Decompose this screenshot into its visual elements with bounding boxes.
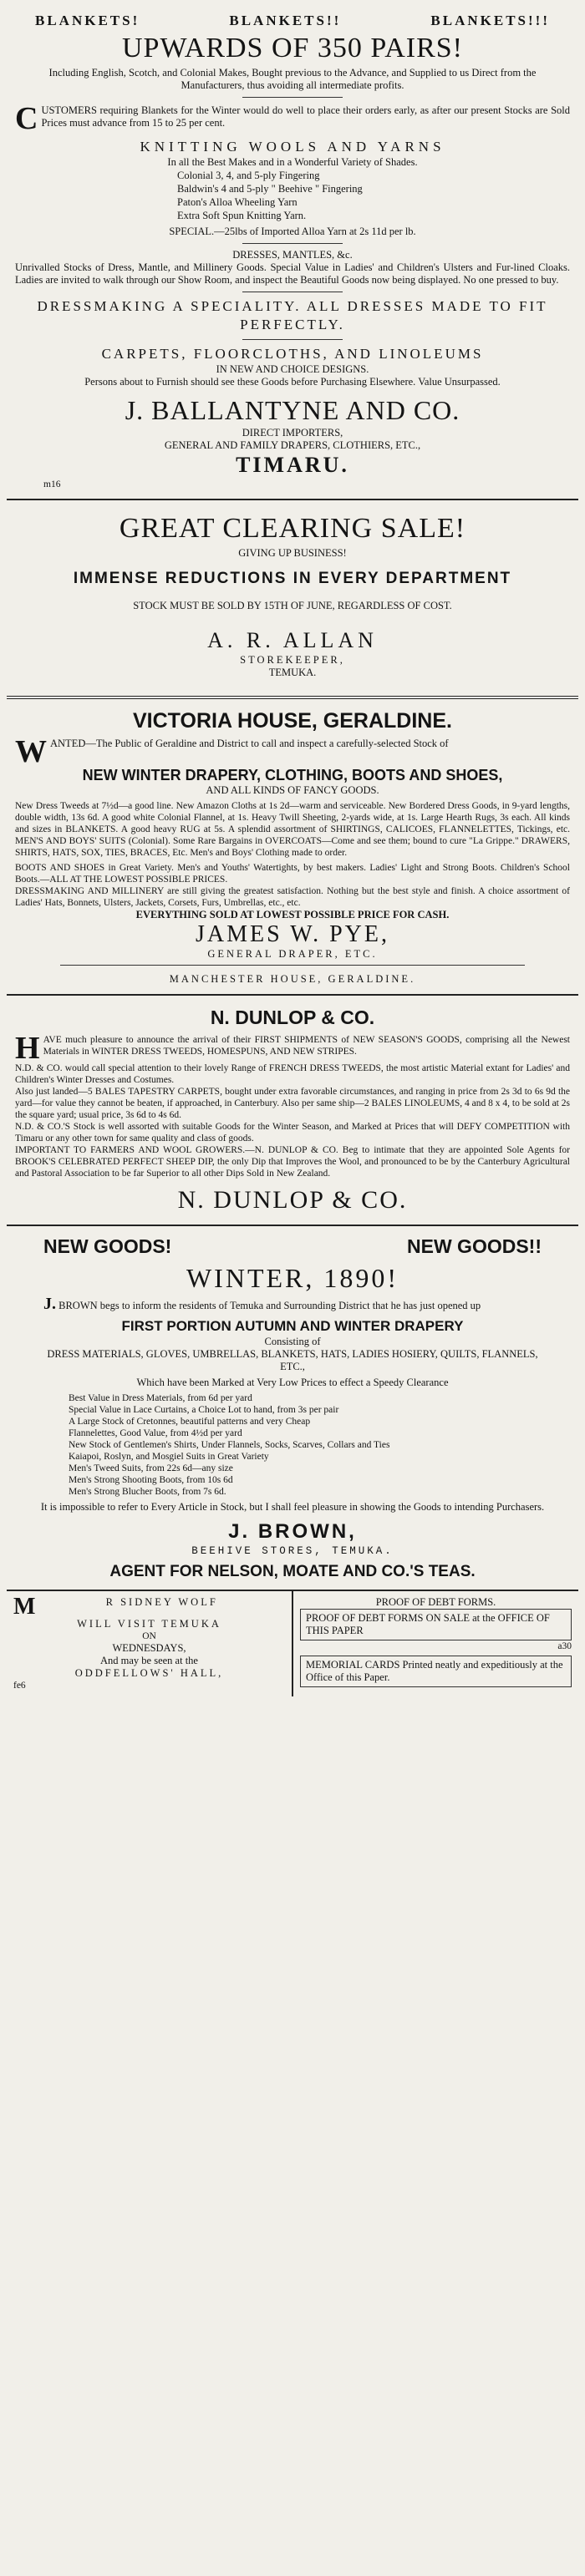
newgoods-1: NEW GOODS! bbox=[43, 1235, 172, 1257]
headline-pairs: UPWARDS OF 350 PAIRS! bbox=[121, 33, 463, 63]
blankets-2: BLANKETS!! bbox=[229, 13, 342, 28]
firm-town: TIMARU. bbox=[236, 453, 349, 477]
pye-big: NEW WINTER DRAPERY, CLOTHING, BOOTS AND SHOES, bbox=[82, 767, 503, 783]
memorial-text: MEMORIAL CARDS Printed neatly and expeditiously at the Office of this Paper. bbox=[300, 1656, 572, 1687]
wolf-name: R SIDNEY WOLF bbox=[105, 1596, 218, 1608]
brown-store: BEEHIVE STORES, TEMUKA. bbox=[191, 1545, 394, 1557]
headline-victoria: VICTORIA HOUSE, GERALDINE. bbox=[133, 709, 452, 733]
dunlop-p5: IMPORTANT TO FARMERS AND WOOL GROWERS.—N. DUNLOP & CO. Beg to intimate that they are appointed Sole Agents for BROOK'S CELEBRATED PERFECT SHEEP DIP, the only Dip that Improves the Wool, and pronounced to be by the Canterbury Agricultural and Pastoral Association to be far Superior to all other Dips Sold in New Zealand. bbox=[15, 1145, 570, 1179]
blankets-1: BLANKETS! bbox=[35, 13, 140, 28]
ad-dunlop bbox=[7, 996, 578, 1226]
newspaper-page bbox=[7, 0, 578, 1696]
stock-text: STOCK MUST BE SOLD BY 15TH OF JUNE, REGARDLESS OF COST. bbox=[133, 600, 452, 611]
giving-up: GIVING UP BUSINESS! bbox=[238, 547, 347, 559]
brown-item: Men's Tweed Suits, from 22s 6d—any size bbox=[69, 1463, 233, 1473]
allan-name: A. R. ALLAN bbox=[207, 628, 378, 652]
pye-house: MANCHESTER HOUSE, GERALDINE. bbox=[169, 973, 416, 985]
wolf-line1 bbox=[13, 1594, 285, 1620]
brown-items bbox=[10, 1389, 575, 1501]
brown-item: Special Value in Lace Curtains, a Choice Lot to hand, from 3s per pair bbox=[69, 1405, 339, 1415]
winter-headline: WINTER, 1890! bbox=[186, 1263, 399, 1293]
ad-brown bbox=[7, 1226, 578, 1591]
dropcap-h: H bbox=[15, 1031, 40, 1066]
brown-item: Men's Strong Blucher Boots, from 7s 6d. bbox=[69, 1487, 226, 1497]
dunlop-p2: N.D. & CO. would call special attention to their lovely Range of FRENCH DRESS TWEEDS, the most artistic Material extant for Ladies' and Children's Winter Dresses and Costumes. bbox=[15, 1063, 570, 1085]
dunlop-p3: Also just landed—5 BALES TAPESTRY CARPETS, bought under extra favorable circumstances, and ranging in price from 2s 3d to 6s 9d the yard—for value they cannot be beaten, if approached, in Canterbury. Also per same ship—2 BALES LINOLEUMS, 4 and 8 x 4, to be sold at 2s the square yard; usual price, 3s 6d to 4s 6d. bbox=[15, 1087, 570, 1120]
divider bbox=[242, 97, 343, 98]
brown-portion: FIRST PORTION AUTUMN AND WINTER DRAPERY bbox=[121, 1318, 464, 1334]
knitting-title: KNITTING WOOLS AND YARNS bbox=[140, 139, 445, 155]
firm-sub1: DIRECT IMPORTERS, bbox=[242, 427, 343, 439]
pye-name: JAMES W. PYE, bbox=[196, 921, 389, 947]
debt-text: PROOF OF DEBT FORMS ON SALE at the OFFICE OF THIS PAPER bbox=[300, 1609, 572, 1640]
divider bbox=[242, 243, 343, 244]
allan-role: STOREKEEPER, bbox=[240, 654, 345, 666]
brown-item: Kaiapoi, Roslyn, and Mosgiel Suits in Great Variety bbox=[69, 1452, 269, 1462]
ad-ballantyne bbox=[7, 7, 578, 500]
dropcap-w: W bbox=[15, 734, 47, 769]
knitting-item: Paton's Alloa Wheeling Yarn bbox=[177, 196, 298, 208]
divider bbox=[60, 965, 525, 966]
brown-item: Men's Strong Shooting Boots, from 10s 6d bbox=[69, 1475, 233, 1485]
blankets-header bbox=[10, 12, 575, 30]
wolf-line3: ON bbox=[142, 1631, 156, 1641]
brown-intro-text: BROWN begs to inform the residents of Temuka and Surrounding District that he has just opened up bbox=[58, 1300, 481, 1311]
customers-text: USTOMERS requiring Blankets for the Winter would do well to place their orders early, as after our present Stocks are Sold Prices must advance from 15 to 25 per cent. bbox=[41, 104, 570, 129]
pye-role: GENERAL DRAPER, ETC. bbox=[207, 948, 378, 960]
brown-agent: AGENT FOR NELSON, MOATE AND CO.'S TEAS. bbox=[109, 1563, 476, 1580]
headline-dunlop: N. DUNLOP & CO. bbox=[210, 1007, 375, 1028]
brown-item: Flannelettes, Good Value, from 4½d per yard bbox=[69, 1428, 242, 1438]
dressmaking-text: DRESSMAKING A SPECIALITY. ALL DRESSES MADE TO FIT PERFECTLY. bbox=[37, 298, 548, 332]
brown-item: Best Value in Dress Materials, from 6d per yard bbox=[69, 1393, 252, 1403]
brown-name: J. BROWN, bbox=[228, 1520, 357, 1543]
dropcap-j: J. bbox=[43, 1295, 56, 1313]
divider bbox=[242, 339, 343, 340]
ad-allan bbox=[7, 500, 578, 699]
wolf-line5: And may be seen at the bbox=[100, 1655, 198, 1666]
knitting-item: Baldwin's 4 and 5-ply " Beehive " Fingering bbox=[177, 183, 363, 195]
customers-paragraph bbox=[10, 101, 575, 136]
knitting-item: Colonial 3, 4, and 5-ply Fingering bbox=[177, 170, 320, 181]
ad-wolf bbox=[7, 1591, 292, 1696]
headline-clearing: GREAT CLEARING SALE! bbox=[119, 513, 466, 544]
bottom-columns bbox=[7, 1591, 578, 1696]
brown-consisting: Consisting of bbox=[264, 1336, 321, 1347]
firm-sub2: GENERAL AND FAMILY DRAPERS, CLOTHIERS, ETC., bbox=[164, 439, 421, 451]
wolf-line2: WILL VISIT TEMUKA bbox=[77, 1618, 221, 1630]
wanted-text: ANTED—The Public of Geraldine and District to call and inspect a carefully-selected Stock of bbox=[50, 738, 449, 749]
carpets-sub: IN NEW AND CHOICE DESIGNS. bbox=[216, 363, 369, 375]
dropcap-c: C bbox=[15, 101, 38, 136]
brown-intro bbox=[10, 1296, 575, 1314]
wolf-line6: ODDFELLOWS' HALL, bbox=[74, 1667, 224, 1679]
newgoods-2: NEW GOODS!! bbox=[407, 1235, 542, 1257]
ad-pye bbox=[7, 699, 578, 996]
dunlop-footer: N. DUNLOP & CO. bbox=[177, 1186, 408, 1214]
intro-text: Including English, Scotch, and Colonial Makes, Bought previous to the Advance, and Supplied to us Direct from the Manufacturers, thus avoiding all intermediate profits. bbox=[48, 67, 537, 91]
knitting-list bbox=[10, 170, 575, 222]
allan-town: TEMUKA. bbox=[268, 667, 317, 678]
knitting-item: Extra Soft Spun Knitting Yarn. bbox=[177, 210, 307, 221]
brown-impossible: It is impossible to refer to Every Article in Stock, but I shall feel pleasure in showing the Goods to intending Purchasers. bbox=[40, 1501, 545, 1513]
pye-body: New Dress Tweeds at 7½d—a good line. New Amazon Cloths at 1s 2d—warm and serviceable. New Bordered Dress Goods, in 9-yard lengths, double width, 13s 6d. A good white Colonial Flannel, at 1s. Heavy Twill Sheeting, 2-yards wide, at 1s. Large Hearth Rugs, 3s each. All kinds and sizes in BLANKETS. A good heavy RUG at 5s. A splendid assortment of SHIRTINGS, CALICOES, FLANNELETTES, Tickings, etc. MEN'S AND BOYS' SUITS (Colonial). Some Rare Bargains in OVERCOATS—Come and see them; bound to cure "La Grippe." DRAWERS, SHIRTS, HATS, SOX, TIES, BRACES, Etc. Men's and Boys' Clothing made to order. bbox=[15, 801, 570, 858]
wolf-line4: WEDNESDAYS, bbox=[112, 1642, 186, 1654]
firm-name: J. BALLANTYNE AND CO. bbox=[125, 395, 460, 425]
pye-big-sub: AND ALL KINDS OF FANCY GOODS. bbox=[206, 784, 379, 796]
carpets-title: CARPETS, FLOORCLOTHS, AND LINOLEUMS bbox=[101, 346, 484, 362]
dropcap-m: M bbox=[13, 1594, 36, 1620]
debt-title: PROOF OF DEBT FORMS. bbox=[375, 1596, 496, 1608]
brown-item: A Large Stock of Cretonnes, beautiful patterns and very Cheap bbox=[69, 1417, 311, 1427]
brown-marked: Which have been Marked at Very Low Prices to effect a Speedy Clearance bbox=[136, 1377, 449, 1388]
pye-boots: BOOTS AND SHOES in Great Variety. Men's and Youths' Watertights, by best makers. Ladies' Light and Strong Boots. Children's School Boots.—ALL AT THE LOWEST POSSIBLE PRICES. bbox=[15, 863, 570, 885]
dresses-title: DRESSES, MANTLES, &c. bbox=[232, 249, 353, 261]
blankets-3: BLANKETS!!! bbox=[430, 13, 550, 28]
ad-debt bbox=[292, 1591, 578, 1696]
debt-code: a30 bbox=[557, 1641, 572, 1651]
pye-everything: EVERYTHING SOLD AT LOWEST POSSIBLE PRICE FOR CASH. bbox=[135, 909, 450, 920]
brown-materials: DRESS MATERIALS, GLOVES, UMBRELLAS, BLANKETS, HATS, LADIES HOSIERY, QUILTS, FLANNELS, ETC., bbox=[47, 1348, 538, 1372]
dunlop-have bbox=[10, 1031, 575, 1066]
special-text: SPECIAL.—25lbs of Imported Alloa Yarn at 2s 11d per lb. bbox=[169, 226, 416, 237]
dresses-text: Unrivalled Stocks of Dress, Mantle, and Millinery Goods. Special Value in Ladies' and Children's Ulsters and Fur-lined Cloaks. Ladies are invited to walk through our Show Room, and inspect the Beautiful Goods now being displayed. No one pressed to buy. bbox=[15, 261, 570, 286]
brown-item: New Stock of Gentlemen's Shirts, Under Flannels, Socks, Scarves, Collars and Ties bbox=[69, 1440, 390, 1450]
pye-dressmaking: DRESSMAKING AND MILLINERY are still giving the greatest satisfaction. Nothing but the best style and finish. A choice assortment of Ladies' Hats, Bonnets, Ulsters, Jackets, Corsets, Furs, Umbrellas, etc., etc. bbox=[15, 886, 570, 908]
newgoods-header bbox=[10, 1233, 575, 1260]
dunlop-p4: N.D. & CO.'S Stock is well assorted with suitable Goods for the Winter Season, and Marked at Prices that will DEFY COMPETITION with Timaru or any other town for same quality and class of goods. bbox=[15, 1122, 570, 1143]
immense-text: IMMENSE REDUCTIONS IN EVERY DEPARTMENT bbox=[73, 570, 512, 587]
dunlop-have-text: AVE much pleasure to announce the arrival of their FIRST SHIPMENTS of NEW SEASON'S GOODS, comprising all the Newest Materials in WINTER DRESS TWEEDS, HOMESPUNS, AND NEW STRIPES. bbox=[43, 1035, 570, 1057]
ad-code: m16 bbox=[43, 479, 61, 489]
wolf-code: fe6 bbox=[13, 1681, 26, 1691]
wanted-paragraph bbox=[10, 734, 575, 769]
knitting-sub: In all the Best Makes and in a Wonderful Variety of Shades. bbox=[167, 156, 418, 168]
carpets-text: Persons about to Furnish should see these Goods before Purchasing Elsewhere. Value Unsurpassed. bbox=[84, 376, 501, 388]
